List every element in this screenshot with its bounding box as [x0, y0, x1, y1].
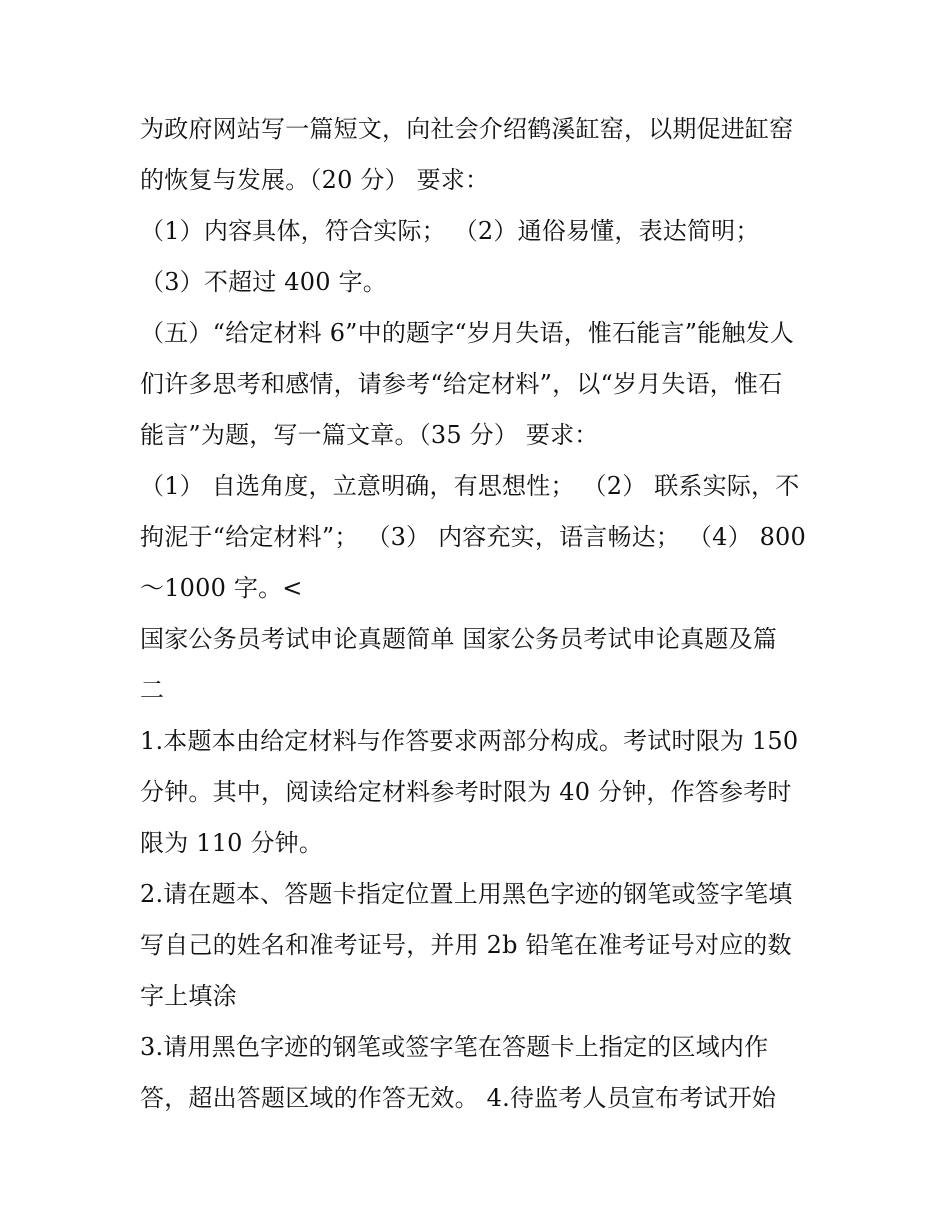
- text-line: 2.请在题本、答题卡指定位置上用黑色字迹的钢笔或签字笔填: [140, 880, 793, 908]
- text-line: 能言”为题，写一篇文章。（35 分） 要求：: [140, 421, 599, 449]
- section-heading: 二: [140, 676, 165, 704]
- text-line: 分钟。其中，阅读给定材料参考时限为 40 分钟，作答参考时: [140, 778, 792, 806]
- text-line: 写自己的姓名和准考证号，并用 2b 铅笔在准考证号对应的数: [140, 931, 792, 959]
- text-line: （3）不超过 400 字。: [140, 268, 387, 296]
- text-line: 的恢复与发展。（20 分） 要求：: [140, 166, 490, 194]
- text-line: （1）内容具体，符合实际； （2）通俗易懂，表达简明；: [140, 217, 760, 245]
- text-line: 为政府网站写一篇短文，向社会介绍鹤溪缸窑，以期促进缸窑: [140, 115, 794, 143]
- text-line: 字上填涂: [140, 982, 237, 1010]
- text-line: 答，超出答题区域的作答无效。 4.待监考人员宣布考试开始: [140, 1084, 777, 1112]
- text-line: ～1000 字。<: [140, 574, 303, 602]
- text-line: 限为 110 分钟。: [140, 829, 324, 857]
- section-heading: 国家公务员考试申论真题简单 国家公务员考试申论真题及篇: [140, 625, 778, 653]
- text-line: 3.请用黑色字迹的钢笔或签字笔在答题卡上指定的区域内作: [140, 1033, 769, 1061]
- text-line: 1.本题本由给定材料与作答要求两部分构成。考试时限为 150: [140, 727, 799, 755]
- text-line: （1） 自选角度，立意明确，有思想性； （2） 联系实际，不: [140, 472, 800, 500]
- text-line: 们许多思考和感情，请参考“给定材料”，以“岁月失语，惟石: [140, 370, 783, 398]
- text-line: （五）“给定材料 6”中的题字“岁月失语，惟石能言”能触发人: [140, 319, 794, 347]
- text-line: 拘泥于“给定材料”； （3） 内容充实，语言畅达； （4） 800: [140, 523, 807, 551]
- document-page: [140, 104, 820, 1124]
